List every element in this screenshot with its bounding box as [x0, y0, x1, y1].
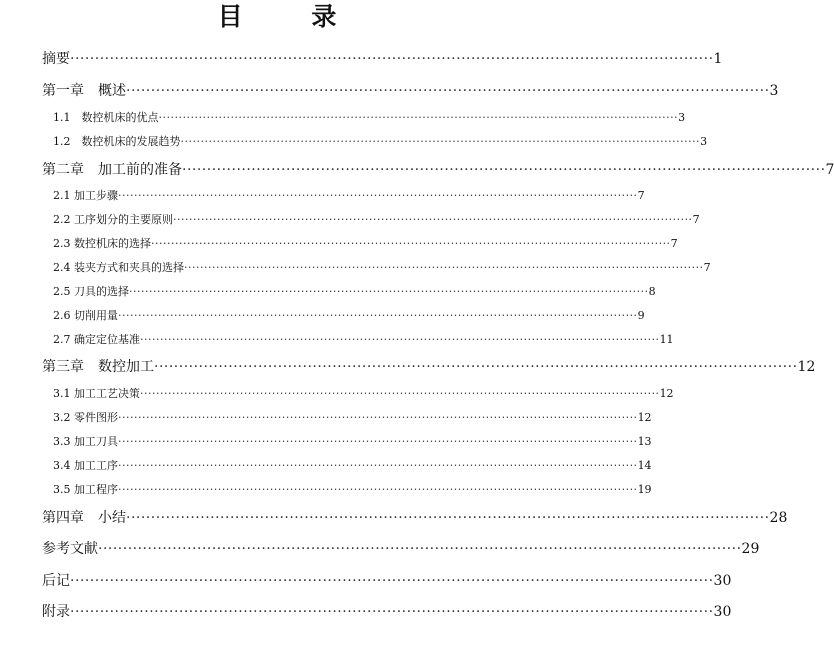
dot-leader: ·································································································································· [118, 309, 638, 322]
toc-entry-page: 12 [797, 359, 816, 375]
dot-leader: ·································································································································· [118, 483, 638, 496]
dot-leader: ·································································································································· [70, 51, 714, 67]
dot-leader: ·································································································································· [70, 604, 714, 620]
toc-entry-chapter-4[interactable] [42, 507, 788, 527]
dot-leader: ·································································································································· [118, 435, 638, 448]
toc-entry-3-2[interactable] [53, 409, 652, 425]
dot-leader: ·································································································································· [126, 83, 770, 99]
toc-entry-label: 2.5 刀具的选择 [53, 285, 129, 298]
toc-entry-2-1[interactable] [53, 187, 645, 203]
toc-entry-afterword[interactable] [42, 570, 732, 590]
dot-leader: ·································································································································· [182, 162, 826, 178]
dot-leader: ·································································································································· [118, 459, 638, 472]
toc-entry-label: 2.4 装夹方式和夹具的选择 [53, 261, 184, 274]
toc-entry-page: 3 [678, 111, 686, 124]
toc-entry-2-3[interactable] [53, 235, 678, 251]
dot-leader: ·································································································································· [140, 387, 660, 400]
toc-entry-page: 12 [637, 411, 652, 424]
toc-entry-page: 9 [637, 309, 645, 322]
toc-entry-2-5[interactable] [53, 283, 656, 299]
toc-entry-page: 7 [670, 237, 678, 250]
toc-entry-references[interactable] [42, 538, 760, 558]
toc-entry-2-7[interactable] [53, 331, 674, 347]
toc-entry-label: 后记 [42, 573, 70, 589]
toc-entry-label: 2.3 数控机床的选择 [53, 237, 151, 250]
toc-entry-label: 附录 [42, 604, 70, 620]
toc-entry-label: 摘要 [42, 51, 70, 67]
toc-entry-label: 2.1 加工步骤 [53, 189, 118, 202]
dot-leader: ·································································································································· [151, 237, 671, 250]
toc-entry-label: 3.1 加工工艺决策 [53, 387, 140, 400]
toc-entry-label: 3.5 加工程序 [53, 483, 118, 496]
toc-entry-label: 2.6 切削用量 [53, 309, 118, 322]
toc-entry-page: 7 [703, 261, 711, 274]
dot-leader: ·································································································································· [173, 213, 693, 226]
toc-entry-1-1[interactable] [53, 109, 686, 125]
dot-leader: ·································································································································· [118, 411, 638, 424]
toc-entry-appendix[interactable] [42, 601, 732, 621]
toc-entry-2-4[interactable] [53, 259, 711, 275]
toc-entry-3-4[interactable] [53, 457, 652, 473]
toc-entry-page: 7 [637, 189, 645, 202]
toc-entry-page: 30 [713, 573, 732, 589]
toc-entry-page: 28 [769, 510, 788, 526]
toc-entry-label: 3.3 加工刀具 [53, 435, 118, 448]
toc-entry-label: 第一章 概述 [42, 83, 126, 99]
toc-entry-label: 1.2 数控机床的发展趋势 [53, 135, 181, 148]
toc-title: 目 录 [217, 2, 367, 31]
toc-entry-page: 29 [741, 541, 760, 557]
toc-entry-page: 14 [637, 459, 652, 472]
dot-leader: ·································································································································· [154, 359, 798, 375]
toc-entry-page: 1 [713, 51, 723, 67]
dot-leader: ·································································································································· [158, 111, 679, 124]
toc-entry-2-6[interactable] [53, 307, 645, 323]
toc-entry-label: 2.2 工序划分的主要原则 [53, 213, 173, 226]
toc-entry-label: 1.1 数控机床的优点 [53, 111, 159, 124]
toc-entry-page: 12 [659, 387, 674, 400]
toc-entry-page: 3 [769, 83, 779, 99]
dot-leader: ·································································································································· [140, 333, 660, 346]
dot-leader: ·································································································································· [98, 541, 742, 557]
toc-entry-abstract[interactable] [42, 48, 723, 68]
toc-entry-page: 7 [692, 213, 700, 226]
toc-entry-page: 19 [637, 483, 652, 496]
dot-leader: ·································································································································· [180, 135, 701, 148]
toc-entry-label: 3.2 零件图形 [53, 411, 118, 424]
dot-leader: ·································································································································· [126, 510, 770, 526]
toc-entry-chapter-3[interactable] [42, 356, 816, 376]
toc-entry-page: 30 [713, 604, 732, 620]
toc-entry-label: 第三章 数控加工 [42, 359, 154, 375]
toc-entry-label: 参考文献 [42, 541, 98, 557]
toc-entry-page: 8 [648, 285, 656, 298]
toc-entry-3-1[interactable] [53, 385, 674, 401]
toc-entry-2-2[interactable] [53, 211, 700, 227]
dot-leader: ·································································································································· [129, 285, 649, 298]
toc-entry-label: 第二章 加工前的准备 [42, 162, 182, 178]
toc-entry-page: 7 [825, 162, 834, 178]
toc-entry-label: 2.7 确定定位基准 [53, 333, 140, 346]
toc-entry-chapter-2[interactable] [42, 159, 834, 179]
toc-entry-page: 13 [637, 435, 652, 448]
toc-entry-page: 3 [700, 135, 708, 148]
toc-entry-1-2[interactable] [53, 133, 708, 149]
toc-entry-page: 11 [659, 333, 674, 346]
toc-entry-label: 3.4 加工工序 [53, 459, 118, 472]
dot-leader: ·································································································································· [118, 189, 638, 202]
toc-entry-chapter-1[interactable] [42, 80, 779, 100]
toc-entry-3-3[interactable] [53, 433, 652, 449]
toc-entry-3-5[interactable] [53, 481, 652, 497]
dot-leader: ·································································································································· [70, 573, 714, 589]
toc-entry-label: 第四章 小结 [42, 510, 126, 526]
dot-leader: ·································································································································· [184, 261, 704, 274]
